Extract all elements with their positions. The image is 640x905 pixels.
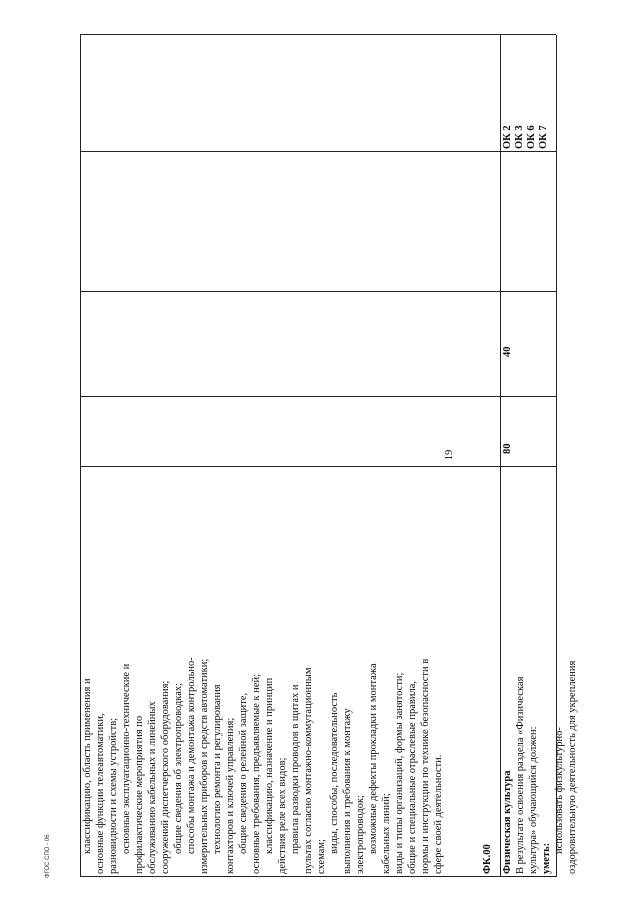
table-border-left — [80, 876, 556, 877]
text-line: выполнения и требования к монтажу — [342, 708, 353, 874]
text-line: общие и специальные отраслевые правила, — [407, 681, 418, 874]
text-line: контакторов и ключей управления; — [225, 717, 236, 874]
competency-code: ОК 7 — [538, 125, 549, 149]
competency-code: ОК 6 — [526, 125, 537, 149]
text-line: электропроводок; — [355, 795, 366, 874]
competency-code: ОК 3 — [514, 125, 525, 149]
text-line: кабельных линий; — [381, 793, 392, 874]
table-column-divider — [80, 291, 556, 292]
text-line: основные эксплуатационно-технические и — [121, 663, 132, 854]
text-line: основные требования, предъявляемые к ней; — [251, 673, 262, 874]
text-line: использовать физкультурно- — [554, 727, 565, 854]
text-line: нормы и инструкции по технике безопасности в — [420, 658, 431, 874]
table-border-right — [80, 34, 556, 35]
text-line: сфере своей деятельности. — [433, 754, 444, 874]
text-line: оздоровительную деятельность для укрепления — [567, 660, 578, 874]
table-column-divider — [80, 396, 556, 397]
text-line: способы монтажа и демонтажа контрольно- — [186, 657, 197, 854]
text-line: сооружений диспетчерского оборудования; — [160, 680, 171, 874]
row-title: Физическая культура — [502, 770, 513, 874]
text-line: разновидности и схемы устройств; — [108, 717, 119, 874]
text-line: классификацию, область применения и — [82, 678, 93, 854]
text-line: измерительных приборов и средств автоматики; — [199, 658, 210, 874]
text-line: виды и типы организаций, формы занятости; — [394, 672, 405, 874]
text-line: действия реле всех видов; — [277, 757, 288, 874]
rotated-table-page — [80, 35, 578, 877]
row-code: ФК.00 — [482, 844, 493, 874]
competency-code: ОК 2 — [502, 125, 513, 149]
footer-label: ФГОС СПО - 06 — [45, 834, 51, 878]
text-line: основные функции телеавтоматики, — [95, 713, 106, 874]
text-line: классификацию, назначение и принцип — [264, 677, 275, 854]
text-line: виды, способы, последовательность — [329, 692, 340, 854]
table-column-divider — [80, 466, 556, 467]
max-load-value: 80 — [502, 443, 513, 454]
class-hours-value: 40 — [502, 346, 513, 357]
table-column-divider — [500, 35, 501, 877]
table-border-top — [80, 35, 81, 877]
table-column-divider — [80, 151, 556, 152]
text-line: культура» обучающийся должен: — [528, 726, 539, 874]
text-line: возможные дефекты прокладки и монтажа — [368, 663, 379, 854]
page-number: 19 — [444, 449, 455, 461]
text-line: профилактические мероприятия по — [134, 715, 145, 874]
text-line: схемам; — [316, 839, 327, 874]
text-line: технологию ремонта и регулирования — [212, 684, 223, 854]
text-line: правила разводки проводов в щитах и — [290, 684, 301, 854]
skills-heading: уметь: — [541, 842, 552, 874]
text-line: пультах согласно монтажно-коммутационным — [303, 667, 314, 874]
text-line: В результате освоения раздела «Физическая — [515, 676, 526, 874]
text-line: общие сведения об электропроводках; — [173, 682, 184, 854]
text-line: общие сведения о релейной защите, — [238, 692, 249, 854]
text-line: обслуживанию кабельных и линейных — [147, 701, 158, 874]
